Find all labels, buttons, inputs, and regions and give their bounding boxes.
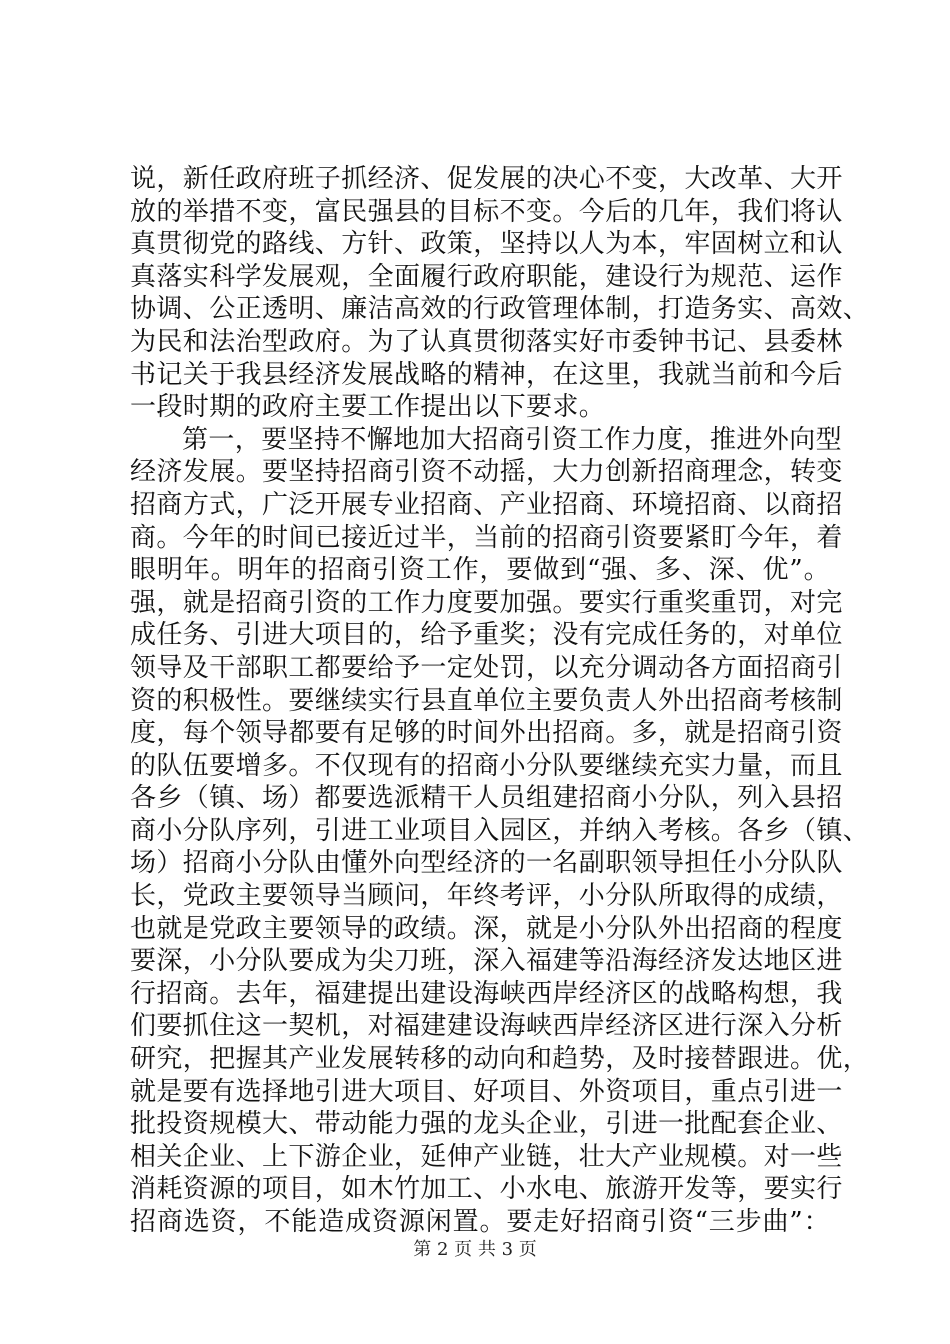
text-line: 批投资规模大、带动能力强的龙头企业，引进一批配套企业、 <box>130 1109 843 1140</box>
text-line: 说，新任政府班子抓经济、促发展的决心不变，大改革、大开 <box>130 164 843 194</box>
text-line: 眼明年。明年的招商引资工作，要做到“强、多、深、优”。 <box>130 555 830 586</box>
paragraph-start-line: 第一，要坚持不懈地加大招商引资工作力度，推进外向型 <box>182 424 843 455</box>
text-line: 场）招商小分队由懂外向型经济的一名副职领导担任小分队队 <box>130 848 843 879</box>
text-line: 消耗资源的项目，如木竹加工、小水电、旅游开发等，要实行 <box>130 1174 843 1205</box>
text-line: 研究，把握其产业发展转移的动向和趋势，及时接替跟进。优， <box>130 1044 870 1075</box>
text-line: 经济发展。要坚持招商引资不动摇，大力创新招商理念，转变 <box>130 457 843 488</box>
text-line: 真落实科学发展观，全面履行政府职能，建设行为规范、运作 <box>130 261 843 292</box>
text-line: 各乡（镇、场）都要选派精干人员组建招商小分队，列入县招 <box>130 783 843 814</box>
text-line: 要深，小分队要成为尖刀班，深入福建等沿海经济发达地区进 <box>130 946 843 977</box>
text-line: 为民和法治型政府。为了认真贯彻落实好市委钟书记、县委林 <box>130 326 843 357</box>
text-line: 协调、公正透明、廉洁高效的行政管理体制，打造务实、高效、 <box>130 294 870 325</box>
text-line: 们要抓住这一契机，对福建建设海峡西岸经济区进行深入分析 <box>130 1011 843 1042</box>
text-line: 书记关于我县经济发展战略的精神，在这里，我就当前和今后 <box>130 359 843 390</box>
text-line: 资的积极性。要继续实行县直单位主要负责人外出招商考核制 <box>130 685 843 716</box>
text-line: 度，每个领导都要有足够的时间外出招商。多，就是招商引资 <box>130 718 843 749</box>
paragraph-end-line: 一段时期的政府主要工作提出以下要求。 <box>130 392 606 423</box>
text-line: 强，就是招商引资的工作力度要加强。要实行重奖重罚，对完 <box>130 587 843 618</box>
text-line: 行招商。去年，福建提出建设海峡西岸经济区的战略构想，我 <box>130 978 843 1009</box>
text-line: 放的举措不变，富民强县的目标不变。今后的几年，我们将认 <box>130 196 843 227</box>
text-line: 商。今年的时间已接近过半，当前的招商引资要紧盯今年，着 <box>130 522 843 553</box>
text-line: 也就是党政主要领导的政绩。深，就是小分队外出招商的程度 <box>130 913 843 944</box>
text-line: 招商方式，广泛开展专业招商、产业招商、环境招商、以商招 <box>130 489 843 520</box>
text-line: 相关企业、上下游企业，延伸产业链，壮大产业规模。对一些 <box>130 1141 843 1172</box>
text-line: 真贯彻党的路线、方针、政策，坚持以人为本，牢固树立和认 <box>130 229 843 260</box>
body-text <box>130 163 870 1239</box>
text-line: 商小分队序列，引进工业项目入园区，并纳入考核。各乡（镇、 <box>130 815 870 846</box>
text-line: 长，党政主要领导当顾问，年终考评，小分队所取得的成绩， <box>130 881 843 912</box>
text-line: 就是要有选择地引进大项目、好项目、外资项目，重点引进一 <box>130 1076 843 1107</box>
text-line: 招商选资，不能造成资源闲置。要走好招商引资“三步曲”： <box>130 1207 830 1237</box>
text-line: 的队伍要增多。不仅现有的招商小分队要继续充实力量，而且 <box>130 750 843 781</box>
text-line: 成任务、引进大项目的，给予重奖；没有完成任务的，对单位 <box>130 620 843 651</box>
text-line: 领导及干部职工都要给予一定处罚，以充分调动各方面招商引 <box>130 652 843 683</box>
page-number-footer: 第 2 页 共 3 页 <box>413 1239 537 1260</box>
